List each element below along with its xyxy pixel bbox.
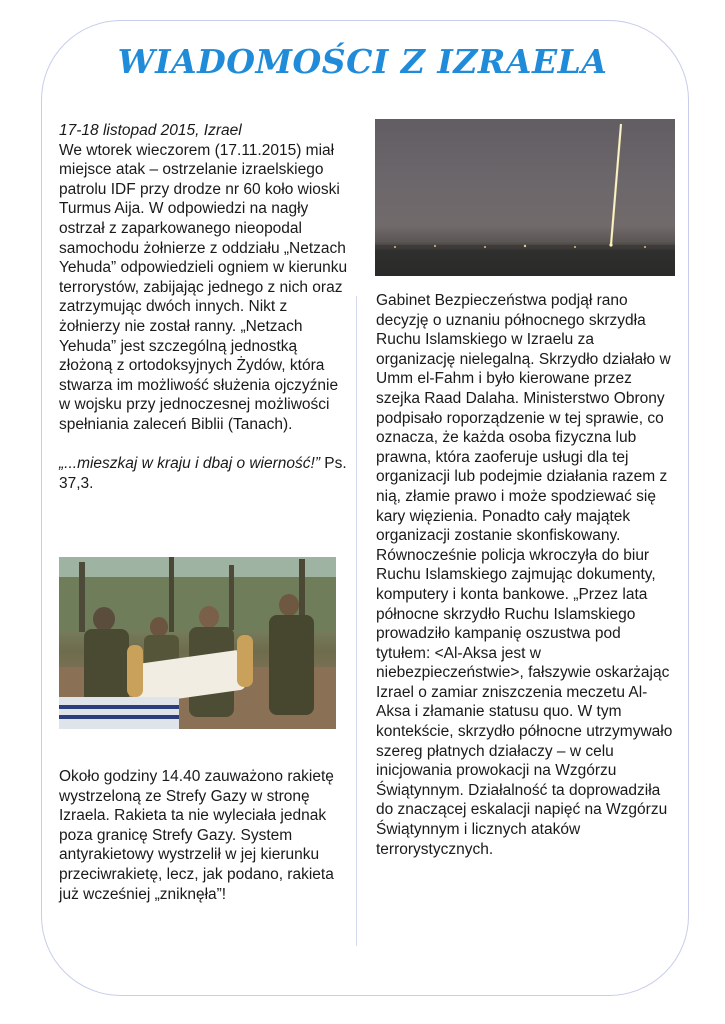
bible-quote-block [59, 454, 351, 493]
column-divider [356, 296, 357, 946]
paragraph-gap [59, 435, 351, 455]
left-article-top [59, 121, 351, 493]
page-title: WIADOMOŚCI Z IZRAELA [117, 42, 608, 81]
left-article-bottom [59, 767, 351, 904]
bible-quote-reference: Ps. 37,3. [59, 455, 347, 492]
soldiers-torah-photo [59, 557, 336, 729]
article-gaza-rocket: Około godziny 14.40 zauważono rakietę wystrzeloną ze Strefy Gazy w stronę Izraela. Rakieta ta nie wyleciała jednak poza granicę Strefy Gazy. System antyrakietowy wystrzelił w jej kierunku przeciwrakietę, lecz, jak podano, rakieta już wcześniej „zniknęła”! [59, 768, 334, 903]
bible-quote: „...mieszkaj w kraju i dbaj o wierność!” [59, 455, 320, 473]
rocket-night-sky-photo [375, 119, 675, 276]
article-islamic-movement: Gabinet Bezpieczeństwa podjął rano decyzję o uznaniu północnego skrzydła Ruchu Islamskiego w Izraelu za organizację nielegalną. Skrzydło działało w Umm el-Fahm i było kierowane przez szejka Raad Dalaha. Ministerstwo Obrony podpisało roporządzenie w tej sprawie, co oznacza, że każda osoba fizyczna lub prawna, która zaoferuje usługi dla tej organizacji lub podejmie działania razem z nią, złamie prawo i może spodziewać się kary więzienia. Ponadto cały majątek organizacji zostanie skonfiskowany. Równocześnie policja wkroczyła do biur Ruchu Islamskiego zajmując dokumenty, komputery i konta bankowe. „Przez lata północne skrzydło Ruchu Islamskiego prowadziło kampanię oszustwa pod tytułem: <Al-Aksa jest w niebezpieczeństwie>, fałszywie oskarżając Izrael o zamiar zniszczenia meczetu Al-Aksa i złamanie statusu quo. W tym kontekście, skrzydło północne utrzymywało szereg płatnych działaczy – w celu inicjowania prowokacji na Wzgórzu Świątynnym. Działalność ta doprowadziła do znaczącej eskalacji napięć na Wzgórzu Świątynnym i licznych ataków terrorystycznych. [376, 292, 673, 858]
article-patrol-attack: We wtorek wieczorem (17.11.2015) miał miejsce atak – ostrzelanie izraelskiego patrolu IDF przy drodze nr 60 koło wioski Turmus Aija. W odpowiedzi na nagły ostrzał z zaparkowanego nieopodal samochodu żołnierze z oddziału „Netzach Yehuda” odpowiedzieli ogniem w kierunku terrorystów, zabijając jednego z nich oraz zatrzymując dwóch innych. Nikt z żołnierzy nie został ranny. „Netzach Yehuda” jest szczególną jednostką złożoną z ortodoksyjnych Żydów, która stwarza im możliwość służenia ojczyźnie w wojsku przy jednoczesnej możliwości spełniania zaleceń Biblii (Tanach). [59, 141, 348, 433]
right-article [376, 291, 676, 859]
article-dateline: 17-18 listopad 2015, Izrael [59, 122, 242, 139]
